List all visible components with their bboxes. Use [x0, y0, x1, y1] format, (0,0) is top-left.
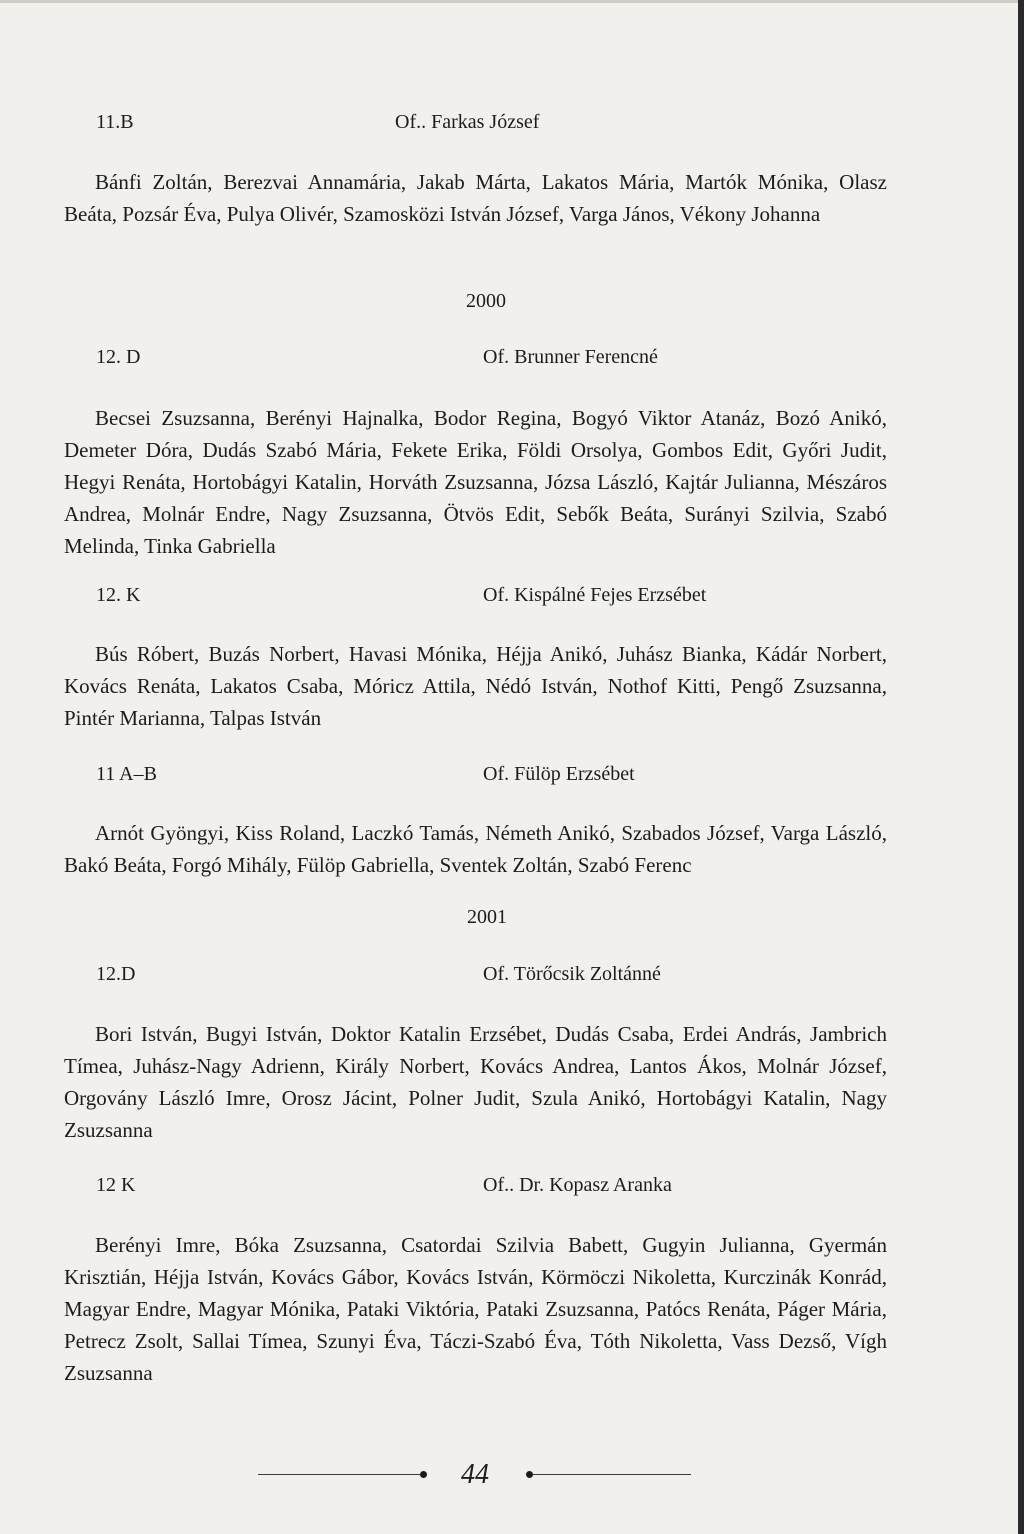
class-label: 12 K: [96, 1174, 136, 1196]
year-heading: 2000: [466, 290, 506, 312]
student-list: Arnót Gyöngyi, Kiss Roland, Laczkó Tamás, Németh Anikó, Szabados József, Varga László, Bakó Beáta, Forgó Mihály, Fülöp Gabriella, Sventek Zoltán, Szabó Ferenc: [64, 821, 887, 877]
teacher-name: Of. Fülöp Erzsébet: [483, 763, 635, 785]
class-label: 11 A–B: [96, 763, 157, 785]
student-list: Bánfi Zoltán, Berezvai Annamária, Jakab Márta, Lakatos Mária, Martók Mónika, Olasz Beáta, Pozsár Éva, Pulya Olivér, Szamosközi István József, Varga János, Vékony Johanna: [64, 170, 887, 226]
page-footer: [0, 1455, 1024, 1495]
year-heading: 2001: [467, 906, 507, 928]
page-top-edge: [0, 0, 1024, 3]
footer-rule-right: [533, 1474, 691, 1475]
class-label: 12. D: [96, 346, 141, 368]
student-list: Berényi Imre, Bóka Zsuzsanna, Csatordai Szilvia Babett, Gugyin Julianna, Gyermán Krisztián, Héjja István, Kovács Gábor, Kovács István, Körmöczi Nikoletta, Kurczinák Konrád, Magyar Endre, Magyar Mónika, Pataki Viktória, Pataki Zsuzsanna, Patócs Renáta, Páger Mária, Petrecz Zsolt, Sallai Tímea, Szunyi Éva, Táczi-Szabó Éva, Tóth Nikoletta, Vass Dezső, Vígh Zsuzsanna: [64, 1233, 887, 1385]
class-label: 12.D: [96, 963, 136, 985]
teacher-name: Of. Kispálné Fejes Erzsébet: [483, 584, 707, 606]
teacher-name: Of.. Farkas József: [395, 111, 540, 133]
page-number: 44: [461, 1459, 489, 1490]
class-label: 11.B: [96, 111, 134, 133]
teacher-name: Of.. Dr. Kopasz Aranka: [483, 1174, 672, 1196]
teacher-name: Of. Törőcsik Zoltánné: [483, 963, 661, 985]
page-right-edge: [1018, 0, 1024, 1534]
teacher-name: Of. Brunner Ferencné: [483, 346, 658, 368]
footer-dot-right: [526, 1471, 533, 1478]
student-list: Bori István, Bugyi István, Doktor Katalin Erzsébet, Dudás Csaba, Erdei András, Jambrich Tímea, Juhász-Nagy Adrienn, Király Norbert, Kovács Andrea, Lantos Ákos, Molnár József, Orgovány László Imre, Orosz Jácint, Polner Judit, Szula Anikó, Hortobágyi Katalin, Nagy Zsuzsanna: [64, 1022, 887, 1142]
footer-rule-left: [258, 1474, 420, 1475]
footer-dot-left: [420, 1471, 427, 1478]
class-label: 12. K: [96, 584, 141, 606]
student-list: Becsei Zsuzsanna, Berényi Hajnalka, Bodor Regina, Bogyó Viktor Atanáz, Bozó Anikó, Demeter Dóra, Dudás Szabó Mária, Fekete Erika, Földi Orsolya, Gombos Edit, Győri Judit, Hegyi Renáta, Hortobágyi Katalin, Horváth Zsuzsanna, Józsa László, Kajtár Julianna, Mészáros Andrea, Molnár Endre, Nagy Zsuzsanna, Ötvös Edit, Sebők Beáta, Surányi Szilvia, Szabó Melinda, Tinka Gabriella: [64, 406, 887, 558]
student-list: Bús Róbert, Buzás Norbert, Havasi Mónika, Héjja Anikó, Juhász Bianka, Kádár Norbert, Kovács Renáta, Lakatos Csaba, Móricz Attila, Nédó István, Nothof Kitti, Pengő Zsuzsanna, Pintér Marianna, Talpas István: [64, 642, 887, 730]
